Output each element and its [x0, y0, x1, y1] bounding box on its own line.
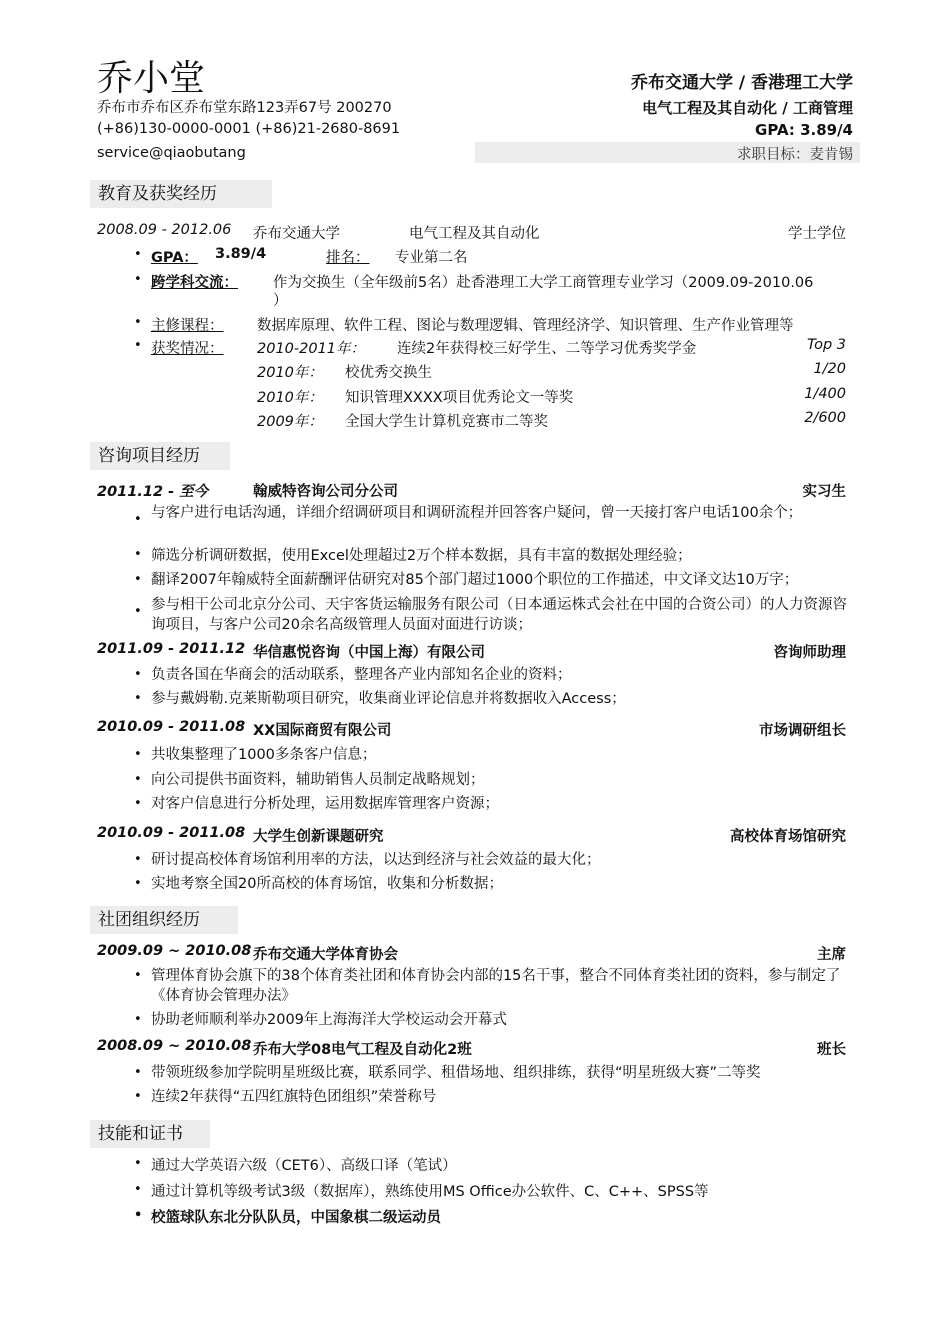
- bullet-icon: •: [134, 667, 142, 682]
- job-org: 华信惠悦咨询（中国上海）有限公司: [253, 645, 485, 661]
- list-item: 管理体育协会旗下的38个体育类社团和体育协会内部的15名干事，整合不同体育类社团的资料，参与制定了《体育协会管理办法》: [151, 968, 841, 1004]
- bullet-icon: •: [134, 1065, 142, 1080]
- list-item: 实地考察全国20所高校的体育场馆，收集和分析数据；: [151, 876, 503, 892]
- edu-major: 电气工程及其自动化: [409, 226, 540, 242]
- rank-label: 排名：: [326, 250, 370, 266]
- job-org: XX国际商贸有限公司: [253, 723, 392, 739]
- award-year: 2010年：: [257, 365, 323, 381]
- candidate-name: 乔小堂: [97, 58, 206, 99]
- bullet-icon: •: [134, 1089, 142, 1104]
- club-role: 主席: [817, 947, 846, 963]
- bullet-icon: •: [134, 1208, 143, 1223]
- bullet-icon: •: [134, 1156, 142, 1171]
- major-header: 电气工程及其自动化 / 工商管理: [642, 99, 853, 117]
- job-role: 咨询师助理: [773, 645, 846, 661]
- bullet-icon: •: [134, 747, 142, 762]
- section-consulting: 咨询项目经历: [90, 442, 230, 470]
- address: 乔布市乔布区乔布堂东路123弄67号 200270: [97, 100, 392, 116]
- exchange-text-cont: ）: [273, 293, 288, 309]
- award-year: 2010年：: [257, 390, 323, 406]
- award-text: 连续2年获得校三好学生、二等学习优秀奖学金: [397, 341, 697, 357]
- bullet-icon: •: [134, 572, 142, 587]
- list-item: 对客户信息进行分析处理，运用数据库管理客户资源；: [151, 796, 499, 812]
- list-item: 连续2年获得“五四红旗特色团组织”荣誉称号: [151, 1089, 437, 1105]
- courses-label: 主修课程：: [151, 318, 224, 334]
- gpa-header: GPA: 3.89/4: [755, 121, 853, 139]
- exchange-text: 作为交换生（全年级前5名）赴香港理工大学工商管理专业学习（2009.09-2010.06: [273, 275, 814, 291]
- skill-item: 校篮球队东北分队队员，中国象棋二级运动员: [151, 1210, 441, 1226]
- list-item: 参与戴姆勒.克莱斯勒项目研究，收集商业评论信息并将数据收入Access；: [151, 691, 626, 707]
- bullet-icon: •: [134, 247, 142, 262]
- club-date: 2008.09 ~ 2010.08: [97, 1038, 252, 1054]
- job-role: 高校体育场馆研究: [730, 829, 846, 845]
- bullet-icon: •: [134, 547, 142, 562]
- club-org: 乔布交通大学体育协会: [253, 947, 398, 963]
- list-item: 协助老师顺利举办2009年上海海洋大学校运动会开幕式: [151, 1012, 507, 1028]
- list-item: 向公司提供书面资料，辅助销售人员制定战略规划；: [151, 772, 485, 788]
- edu-date: 2008.09 - 2012.06: [97, 222, 232, 238]
- job-role: 市场调研组长: [759, 723, 846, 739]
- list-item: 负责各国在华商会的活动联系，整理各产业内部知名企业的资料；: [151, 667, 572, 683]
- gpa-value: 3.89/4: [215, 246, 267, 262]
- bullet-icon: •: [134, 1182, 142, 1197]
- bullet-icon: •: [134, 315, 142, 330]
- courses-text: 数据库原理、软件工程、图论与数理逻辑、管理经济学、知识管理、生产作业管理等: [257, 318, 794, 334]
- list-item: 筛选分析调研数据，使用Excel处理超过2万个样本数据，具有丰富的数据处理经验；: [151, 548, 692, 564]
- club-org: 乔布大学08电气工程及自动化2班: [253, 1042, 472, 1058]
- award-rank: 1/20: [813, 361, 846, 377]
- exchange-label: 跨学科交流：: [151, 275, 238, 291]
- job-date: 2010.09 - 2011.08: [97, 719, 246, 735]
- award-year: 2010-2011年：: [257, 341, 366, 357]
- job-org: 翰威特咨询公司分公司: [253, 484, 398, 500]
- award-rank: Top 3: [807, 337, 846, 353]
- list-item: 带领班级参加学院明星班级比赛，联系同学、租借场地、组织排练，获得“明星班级大赛”二等奖: [151, 1065, 761, 1081]
- job-role: 实习生: [802, 484, 846, 500]
- list-item: 参与相干公司北京分公司、天宇客货运输服务有限公司（日本通运株式会社在中国的合资公司）的人力资源咨询项目，与客户公司20余名高级管理人员面对面进行访谈；: [151, 597, 847, 633]
- job-org: 大学生创新课题研究: [253, 829, 384, 845]
- bullet-icon: •: [134, 338, 142, 353]
- skill-item: 通过大学英语六级（CET6）、高级口译（笔试）: [151, 1158, 457, 1174]
- section-clubs: 社团组织经历: [90, 906, 238, 934]
- bullet-icon: •: [134, 272, 142, 287]
- bullet-icon: •: [134, 1012, 142, 1027]
- phone-numbers: (+86)130-0000-0001 (+86)21-2680-8691: [97, 121, 401, 137]
- club-role: 班长: [817, 1042, 846, 1058]
- bullet-icon: •: [134, 604, 142, 619]
- awards-label: 获奖情况：: [151, 341, 224, 357]
- bullet-icon: •: [134, 772, 142, 787]
- university-header: 乔布交通大学 / 香港理工大学: [630, 73, 853, 93]
- email: service@qiaobutang: [97, 145, 246, 161]
- gpa-label: GPA：: [151, 250, 198, 266]
- list-item: 研讨提高校体育场馆利用率的方法，以达到经济与社会效益的最大化；: [151, 852, 601, 868]
- club-date: 2009.09 ~ 2010.08: [97, 943, 252, 959]
- bullet-icon: •: [134, 691, 142, 706]
- bullet-icon: •: [134, 852, 142, 867]
- award-rank: 1/400: [804, 386, 846, 402]
- award-text: 全国大学生计算机竞赛市二等奖: [345, 414, 548, 430]
- job-date: 2010.09 - 2011.08: [97, 825, 246, 841]
- job-goal: 求职目标：麦肯锡: [737, 147, 853, 163]
- edu-school: 乔布交通大学: [253, 226, 340, 242]
- list-item: 与客户进行电话沟通，详细介绍调研项目和调研流程并回答客户疑问，曾一天接打客户电话100余个；: [151, 505, 803, 521]
- bullet-icon: •: [134, 968, 142, 983]
- bullet-icon: •: [134, 876, 142, 891]
- award-text: 知识管理XXXX项目优秀论文一等奖: [345, 390, 574, 406]
- list-item: 翻译2007年翰威特全面薪酬评估研究对85个部门超过1000个职位的工作描述，中文译文达10万字；: [151, 572, 799, 588]
- skill-item: 通过计算机等级考试3级（数据库），熟练使用MS Office办公软件、C、C++、SPSS等: [151, 1184, 709, 1200]
- job-date: 2011.09 - 2011.12: [97, 641, 246, 657]
- bullet-icon: •: [134, 512, 142, 527]
- section-education: 教育及获奖经历: [90, 180, 272, 208]
- edu-degree: 学士学位: [788, 226, 846, 242]
- award-rank: 2/600: [804, 410, 846, 426]
- section-skills: 技能和证书: [90, 1120, 210, 1148]
- job-date: 2011.12 - 至今: [97, 484, 209, 500]
- bullet-icon: •: [134, 796, 142, 811]
- rank-value: 专业第二名: [395, 250, 468, 266]
- award-year: 2009年：: [257, 414, 323, 430]
- award-text: 校优秀交换生: [345, 365, 432, 381]
- list-item: 共收集整理了1000多条客户信息；: [151, 747, 377, 763]
